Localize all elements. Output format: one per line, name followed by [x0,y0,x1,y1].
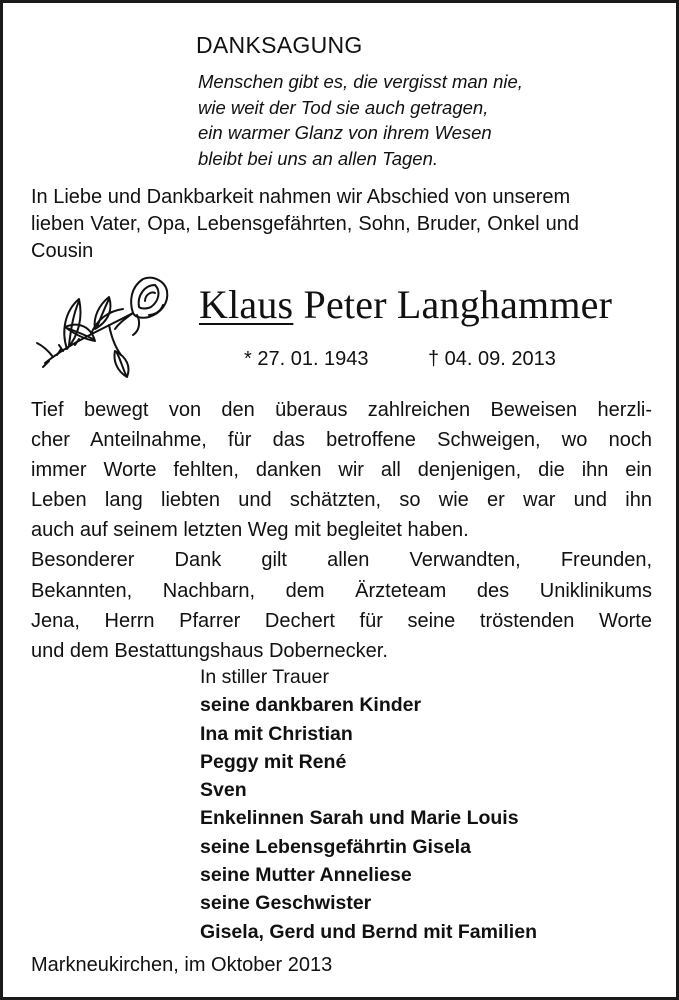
death-date: † 04. 09. 2013 [428,348,556,370]
mourner-line: Sven [200,779,247,802]
mourner-line: seine Geschwister [200,892,372,915]
poem [198,69,523,171]
mourner-line: seine Mutter Anneliese [200,864,412,887]
thanks-line: Leben lang liebten und schätzten, so wie er war und ihn [31,489,652,512]
poem-line: bleibt bei uns an allen Tagen. [198,147,439,169]
thanks-line: Bekannten, Nachbarn, dem Ärzteteam des Uniklinikums [31,579,652,602]
place-and-date: Markneukirchen, im Oktober 2013 [31,954,333,976]
thanks-paragraph [31,395,652,666]
mourner-line: seine dankbaren Kinder [200,694,422,717]
mourner-line: seine Lebensgefährtin Gisela [200,835,471,858]
mourner-line: Gisela, Gerd und Bernd mit Familien [200,920,537,943]
thanks-line: und dem Bestattungshaus Dobernecker. [31,639,388,662]
poem-line: wie weit der Tod sie auch getragen, [198,96,489,118]
poem-line: ein warmer Glanz von ihrem Wesen [198,122,492,143]
intro-paragraph [31,184,579,265]
mourner-line: Peggy mit René [200,750,347,773]
birth-date: * 27. 01. 1943 [244,348,369,370]
intro-line: lieben Vater, Opa, Lebensgefährten, Sohn, Bruder, Onkel und [31,213,579,235]
mourners-list [200,663,537,946]
deceased-name [199,281,612,328]
thanks-line: auch auf seinem letzten Weg mit begleitet haben. [31,519,469,542]
rest-name: Peter Langhammer [303,282,613,327]
first-name: Klaus [199,282,294,327]
mourner-line: Ina mit Christian [200,722,353,745]
poem-line: Menschen gibt es, die vergisst man nie, [198,71,523,92]
thanks-line: Jena, Herrn Pfarrer Dechert für seine tröstenden Worte [31,609,652,632]
intro-line: Cousin [31,240,94,262]
notice-heading: DANKSAGUNG [196,32,363,58]
thanks-line: immer Worte fehlten, danken wir all denjenigen, die ihn ein [31,459,652,482]
mourner-line: Enkelinnen Sarah und Marie Louis [200,807,519,830]
thanks-line: Besonderer Dank gilt allen Verwandten, Freunden, [31,549,652,572]
thanks-line: Tief bewegt von den überaus zahlreichen Beweisen herzli- [31,399,652,421]
intro-line: In Liebe und Dankbarkeit nahmen wir Abschied von unserem [31,186,571,208]
thanks-line: cher Anteilnahme, für das betroffene Schweigen, wo noch [31,429,652,452]
rose-icon [33,271,173,383]
mourners-intro: In stiller Trauer [200,666,329,688]
